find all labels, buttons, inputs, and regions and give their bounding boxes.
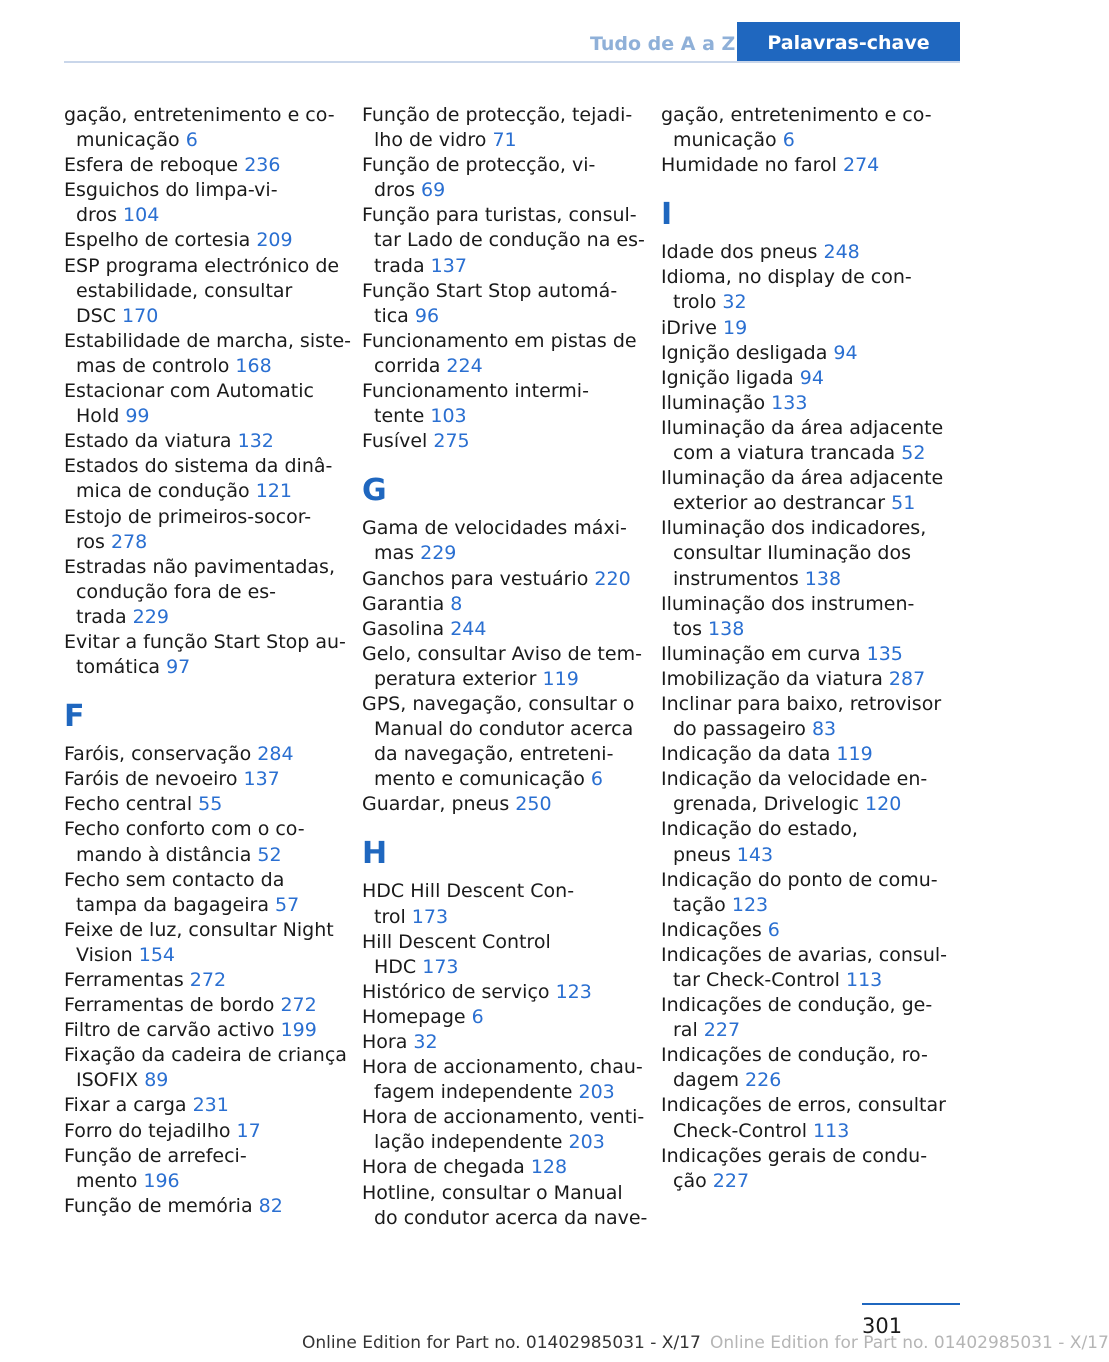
entry-text: Fecho central [64, 793, 193, 816]
entry-text: Gama de velocidades máxi- [362, 517, 627, 540]
entry-text: Esfera de reboque [64, 154, 239, 177]
index-entry [661, 817, 951, 867]
entry-text: Indicações gerais de condu- [661, 1144, 928, 1167]
index-entry [661, 366, 951, 391]
page-link[interactable]: 94 [833, 341, 858, 364]
entry-text: municação [673, 129, 777, 152]
page-link[interactable]: 52 [257, 843, 282, 866]
index-entry [362, 1105, 645, 1155]
entry-text: ESP programa electrónico de [64, 254, 340, 277]
page-link[interactable]: 71 [492, 129, 517, 152]
entry-text: Fixar a carga [64, 1094, 187, 1117]
index-entry [661, 868, 951, 918]
entry-text: Estojo de primeiros-socor- [64, 505, 312, 528]
index-entry [661, 943, 951, 993]
section-letter: H [362, 836, 388, 872]
index-entry [64, 993, 344, 1018]
entry-text: tomática [76, 656, 161, 679]
entry-text: Função de protecção, tejadi- [362, 104, 633, 126]
entry-text: mando à distância [76, 843, 252, 866]
entry-text: tampa da bagageira [76, 893, 269, 916]
page-link[interactable]: 6 [767, 918, 780, 941]
page-link[interactable]: 143 [736, 843, 774, 866]
page-number: 301 [862, 1314, 903, 1338]
page-link[interactable]: 287 [888, 667, 926, 690]
index-column-3 [661, 103, 951, 1194]
entry-text: grenada, Drivelogic [673, 793, 859, 816]
entry-text: Check-Control [673, 1119, 807, 1142]
page-link[interactable]: 69 [421, 179, 446, 202]
index-entry [64, 379, 344, 429]
entry-text: Indicações [661, 918, 762, 941]
index-entry [362, 379, 642, 429]
index-entry [362, 642, 642, 692]
index-entry [661, 767, 951, 817]
index-entry [661, 993, 951, 1043]
page-link[interactable]: 203 [568, 1131, 605, 1154]
entry-text: Vision [76, 943, 133, 966]
entry-text: Hora de accionamento, venti- [362, 1106, 645, 1129]
entry-text: Filtro de carvão activo [64, 1019, 275, 1042]
index-entry [64, 1144, 344, 1194]
index-column-2 [362, 103, 648, 1231]
page-link[interactable]: 55 [198, 793, 223, 816]
index-entry [661, 103, 951, 153]
page-link[interactable]: 275 [433, 430, 470, 453]
index-entry [661, 667, 951, 692]
entry-text: do passageiro [673, 718, 806, 741]
entry-text: Função para turistas, consul- [362, 204, 637, 227]
entry-text: Gasolina [362, 617, 445, 640]
index-entry [661, 316, 951, 341]
index-entry [661, 466, 951, 516]
page-link[interactable]: 104 [123, 204, 160, 227]
entry-text: corrida [374, 354, 441, 377]
entry-text: Gelo, consultar Aviso de tem- [362, 642, 642, 665]
index-entry [661, 1043, 951, 1093]
entry-text: Indicação da velocidade en- [661, 768, 928, 791]
page-link[interactable]: 17 [236, 1119, 261, 1142]
entry-text: Indicações de condução, ro- [661, 1044, 928, 1067]
page-link[interactable]: 137 [430, 254, 467, 277]
index-entry [64, 742, 344, 767]
index-entry [661, 265, 951, 315]
entry-text: trolo [673, 291, 717, 314]
index-entry [661, 918, 951, 943]
page-link[interactable]: 119 [542, 667, 579, 690]
index-entry [64, 103, 344, 153]
entry-text: Função de protecção, vi- [362, 154, 596, 177]
entry-text: Estacionar com Automatic [64, 380, 314, 403]
page-link[interactable]: 229 [420, 542, 457, 565]
page-link[interactable]: 274 [843, 154, 880, 177]
page-link[interactable]: 57 [275, 893, 300, 916]
index-entry [362, 516, 642, 566]
page-link[interactable]: 138 [708, 617, 745, 640]
page-link[interactable]: 6 [471, 1005, 484, 1028]
entry-text: Ganchos para vestuário [362, 567, 589, 590]
entry-text: Funcionamento intermi- [362, 380, 589, 403]
entry-text: da navegação, entreteni- [374, 743, 614, 766]
page-link[interactable]: 226 [745, 1069, 782, 1092]
entry-text: Indicação do ponto de comu- [661, 868, 938, 891]
index-entry [661, 692, 951, 742]
entry-text: DSC [76, 304, 116, 327]
entry-text: ros [76, 530, 105, 553]
entry-text: Iluminação dos instrumen- [661, 592, 915, 615]
page-link[interactable]: 96 [414, 304, 440, 327]
entry-text: Hora de chegada [362, 1156, 525, 1179]
index-entry [362, 567, 642, 592]
index-entry [362, 103, 642, 153]
entry-text: mica de condução [76, 480, 250, 503]
page-link[interactable]: 248 [823, 241, 860, 264]
header-rule [64, 61, 960, 63]
page-link[interactable]: 236 [244, 154, 281, 177]
index-entry [362, 279, 642, 329]
page-link[interactable]: 52 [901, 442, 926, 465]
entry-text: Espelho de cortesia [64, 229, 251, 252]
page-link[interactable]: 6 [590, 768, 603, 791]
index-entry [362, 1155, 642, 1180]
index-entry [64, 1194, 344, 1219]
index-entry [362, 1181, 648, 1231]
page-link[interactable]: 272 [280, 994, 317, 1017]
page-link[interactable]: 119 [836, 743, 873, 766]
page-link[interactable]: 135 [866, 642, 903, 665]
entry-text: Esguichos do limpa-vi- [64, 179, 278, 202]
index-entry [661, 592, 951, 642]
entry-text: trada [76, 605, 127, 628]
page-link[interactable]: 6 [782, 129, 795, 152]
index-entry [661, 341, 951, 366]
page-link[interactable]: 224 [446, 354, 483, 377]
index-entry [362, 692, 642, 792]
entry-text: Fecho sem contacto da [64, 868, 285, 891]
page-link[interactable]: 137 [243, 768, 280, 791]
entry-text: HDC [374, 955, 417, 978]
page-link[interactable]: 128 [530, 1156, 568, 1179]
entry-text: mas de controlo [76, 354, 230, 377]
section-tab[interactable]: Tudo de A a Z [590, 33, 736, 55]
entry-text: Fixação da cadeira de criança [64, 1044, 347, 1067]
index-entry [661, 1144, 951, 1194]
entry-text: instrumentos [673, 567, 799, 590]
index-entry [661, 240, 951, 265]
entry-text: Indicações de condução, ge- [661, 994, 933, 1017]
index-entry [64, 153, 344, 178]
page-link[interactable]: 170 [122, 304, 159, 327]
entry-text: Idioma, no display de con- [661, 266, 912, 289]
entry-text: Idade dos pneus [661, 241, 818, 264]
entry-text: ral [673, 1019, 698, 1042]
entry-text: fagem independente [374, 1081, 573, 1104]
entry-text: GPS, navegação, consultar o [362, 692, 635, 715]
entry-text: Estados do sistema da dinâ- [64, 455, 333, 478]
index-entry [64, 329, 352, 379]
page-link[interactable]: 227 [703, 1019, 741, 1042]
page-link[interactable]: 19 [722, 316, 748, 339]
page-link[interactable]: 121 [255, 480, 292, 503]
entry-text: Estado da viatura [64, 430, 232, 453]
page-link[interactable]: 173 [422, 955, 459, 978]
index-entry [362, 879, 642, 929]
page-link[interactable]: 168 [235, 354, 272, 377]
entry-text: Indicação da data [661, 743, 831, 766]
index-entry [64, 555, 344, 630]
entry-text: ISOFIX [76, 1069, 139, 1092]
entry-text: condução fora de es- [76, 580, 277, 603]
entry-text: do condutor acerca da nave- [374, 1206, 648, 1229]
page-link[interactable]: 196 [143, 1169, 180, 1192]
page-link[interactable]: 220 [594, 567, 631, 590]
index-entry [64, 429, 344, 454]
index-entry [64, 918, 344, 968]
index-entry [64, 178, 344, 228]
entry-text: tar Lado de condução na es- [374, 229, 645, 252]
footer-rule [862, 1303, 960, 1305]
entry-text: Manual do condutor acerca [374, 718, 634, 741]
entry-text: Função Start Stop automá- [362, 279, 618, 302]
page-link[interactable]: 284 [257, 743, 294, 766]
page-link[interactable]: 278 [110, 530, 148, 553]
entry-text: ção [673, 1169, 707, 1192]
index-entry [64, 792, 344, 817]
entry-text: Funcionamento em pistas de [362, 329, 637, 352]
index-entry [64, 968, 344, 993]
entry-text: tica [374, 304, 409, 327]
entry-text: Imobilização da viatura [661, 667, 883, 690]
page-link[interactable]: 123 [555, 980, 592, 1003]
entry-text: trol [374, 905, 406, 928]
entry-text: Indicações de erros, consultar [661, 1094, 946, 1117]
entry-text: exterior ao destrancar [673, 492, 886, 515]
entry-text: Fecho conforto com o co- [64, 818, 305, 841]
entry-text: gação, entretenimento e co- [64, 104, 335, 126]
index-entry [64, 868, 344, 918]
index-entry [64, 228, 344, 253]
index-entry [362, 429, 642, 454]
index-entry [64, 1119, 344, 1144]
page-link[interactable]: 138 [804, 567, 842, 590]
entry-text: Iluminação [661, 391, 766, 414]
page-link[interactable]: 209 [256, 229, 293, 252]
page-link[interactable]: 113 [813, 1119, 850, 1142]
entry-text: Ignição ligada [661, 366, 794, 389]
entry-text: Estabilidade de marcha, siste- [64, 329, 352, 352]
edition-note: Online Edition for Part no. 01402985031 - X/17 [302, 1333, 701, 1353]
index-entry [661, 391, 951, 416]
index-entry [362, 329, 642, 379]
page-link[interactable]: 132 [237, 430, 274, 453]
page-link[interactable]: 133 [771, 391, 808, 414]
index-entry [661, 516, 951, 591]
entry-text: Ferramentas [64, 969, 184, 991]
section-letter: I [661, 197, 673, 233]
index-entry [64, 1018, 344, 1043]
index-entry [362, 930, 642, 980]
page-link[interactable]: 120 [865, 793, 902, 816]
entry-text: estabilidade, consultar [76, 279, 293, 302]
index-entry [64, 505, 344, 555]
entry-text: iDrive [661, 316, 717, 339]
page-link[interactable]: 227 [712, 1169, 750, 1192]
entry-text: Iluminação dos indicadores, [661, 517, 927, 540]
page-link[interactable]: 89 [144, 1069, 169, 1092]
page-link[interactable]: 32 [722, 291, 747, 314]
index-entry [64, 454, 344, 504]
index-entry [64, 1093, 344, 1118]
entry-text: Indicações de avarias, consul- [661, 943, 947, 966]
page-link[interactable]: 203 [578, 1081, 615, 1104]
entry-text: consultar Iluminação dos [673, 542, 912, 565]
entry-text: Hotline, consultar o Manual [362, 1181, 623, 1204]
entry-text: HDC Hill Descent Con- [362, 880, 575, 903]
entry-text: Função de memória [64, 1194, 253, 1217]
page-link[interactable]: 51 [891, 492, 916, 515]
page-link[interactable]: 8 [450, 592, 463, 615]
index-entry [64, 1043, 347, 1093]
entry-text: Inclinar para baixo, retrovisor [661, 692, 942, 715]
page-link[interactable]: 231 [192, 1094, 229, 1117]
entry-text: dros [76, 204, 117, 227]
entry-text: Fusível [362, 430, 428, 453]
index-entry [362, 980, 642, 1005]
entry-text: Ferramentas de bordo [64, 994, 275, 1017]
page-link[interactable]: 82 [258, 1194, 283, 1217]
index-entry [661, 1093, 951, 1143]
page-link[interactable]: 6 [185, 129, 198, 152]
entry-text: Faróis, conservação [64, 743, 252, 766]
entry-text: municação [76, 129, 180, 152]
page-link[interactable]: 250 [515, 793, 552, 816]
entry-text: tos [673, 617, 702, 640]
index-entry [64, 817, 344, 867]
index-entry [362, 153, 642, 203]
entry-text: Hold [76, 405, 120, 428]
index-entry [661, 153, 951, 178]
entry-text: lho de vidro [374, 129, 487, 152]
page-link[interactable]: 113 [845, 969, 883, 991]
entry-text: tente [374, 405, 425, 428]
page-link[interactable]: 83 [811, 718, 837, 741]
entry-text: mento e comunicação [374, 768, 585, 791]
section-letter: G [362, 473, 387, 509]
index-entry [362, 617, 642, 642]
index-entry [661, 642, 951, 667]
index-entry [661, 742, 951, 767]
entry-text: trada [374, 254, 425, 277]
index-entry [362, 203, 645, 278]
page-link[interactable]: 103 [430, 405, 467, 428]
entry-text: Iluminação em curva [661, 642, 861, 665]
watermark: Online Edition for Part no. 01402985031 - X/17 [710, 1333, 1109, 1353]
index-entry [362, 592, 642, 617]
index-entry [64, 767, 344, 792]
entry-text: gação, entretenimento e co- [661, 104, 932, 126]
entry-text: mento [76, 1169, 138, 1192]
entry-text: Estradas não pavimentadas, [64, 555, 336, 578]
page-link[interactable]: 154 [138, 943, 176, 966]
page-link[interactable]: 97 [166, 656, 191, 679]
entry-text: Forro do tejadilho [64, 1119, 231, 1142]
entry-text: mas [374, 542, 415, 565]
entry-text: tação [673, 893, 726, 916]
entry-text: Hill Descent Control [362, 930, 551, 953]
entry-text: lação independente [374, 1131, 563, 1154]
index-entry [362, 1005, 642, 1030]
active-tab[interactable]: Palavras-chave [737, 22, 960, 62]
entry-text: Hora [362, 1031, 408, 1053]
entry-text: tar Check-Control [673, 969, 840, 991]
page-link[interactable]: 244 [450, 617, 487, 640]
page-link[interactable]: 272 [189, 969, 227, 991]
entry-text: Indicação do estado, [661, 818, 858, 841]
entry-text: Evitar a função Start Stop au- [64, 630, 346, 653]
index-entry [661, 416, 951, 466]
index-entry [64, 254, 344, 329]
entry-text: pneus [673, 843, 731, 866]
entry-text: Garantia [362, 592, 445, 615]
page-link[interactable]: 94 [799, 366, 824, 389]
index-column-1 [64, 103, 352, 1219]
index-entry [362, 792, 642, 817]
entry-text: Faróis de nevoeiro [64, 768, 238, 791]
entry-text: Iluminação da área adjacente [661, 467, 944, 490]
page-link[interactable]: 173 [411, 905, 449, 928]
entry-text: Iluminação da área adjacente [661, 416, 944, 439]
page-link[interactable]: 99 [125, 405, 150, 428]
page-link[interactable]: 123 [731, 893, 769, 916]
entry-text: Histórico de serviço [362, 980, 550, 1003]
entry-text: peratura exterior [374, 667, 537, 690]
entry-text: Guardar, pneus [362, 793, 510, 816]
entry-text: Humidade no farol [661, 154, 837, 177]
entry-text: Feixe de luz, consultar Night [64, 918, 334, 941]
entry-text: Função de arrefeci- [64, 1144, 247, 1167]
entry-text: com a viatura trancada [673, 442, 896, 465]
index-entry [362, 1055, 642, 1105]
section-letter: F [64, 699, 85, 735]
entry-text: Homepage [362, 1005, 466, 1028]
entry-text: dagem [673, 1069, 739, 1092]
index-entry [64, 630, 344, 680]
page-link[interactable]: 32 [413, 1031, 438, 1053]
entry-text: Ignição desligada [661, 341, 828, 364]
entry-text: Hora de accionamento, chau- [362, 1056, 643, 1079]
entry-text: dros [374, 179, 415, 202]
page-link[interactable]: 229 [132, 605, 169, 628]
page-link[interactable]: 199 [280, 1019, 317, 1042]
index-entry [362, 1030, 642, 1055]
